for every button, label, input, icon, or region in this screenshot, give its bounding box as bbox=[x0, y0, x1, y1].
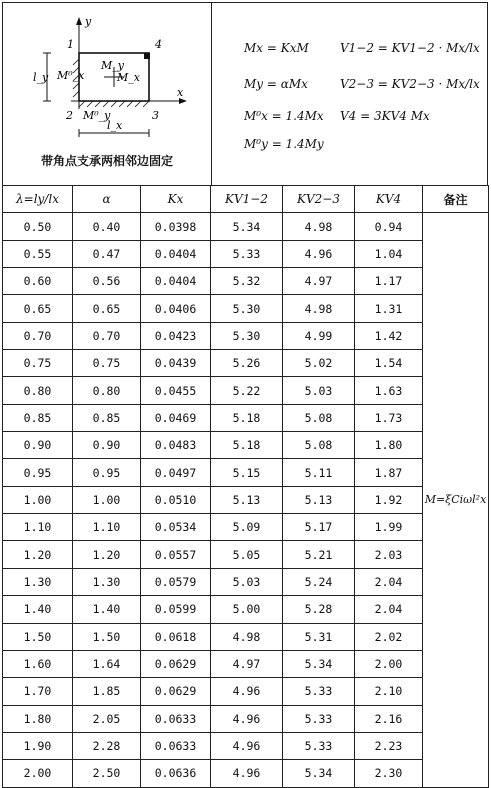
table-row bbox=[3, 650, 489, 677]
corner-label-1: 1 bbox=[67, 38, 74, 51]
table-cell: 5.28 bbox=[283, 596, 355, 623]
table-cell: 5.02 bbox=[283, 350, 355, 377]
table-cell: 1.64 bbox=[73, 650, 141, 677]
header-lambda: λ=ly/lx bbox=[3, 186, 73, 213]
table-cell: 0.50 bbox=[3, 213, 73, 240]
table-cell: 0.65 bbox=[3, 295, 73, 322]
corner-label-2: 2 bbox=[66, 109, 73, 122]
table-cell: 5.09 bbox=[211, 514, 283, 541]
header-kx: Kx bbox=[141, 186, 211, 213]
table-cell: 5.18 bbox=[211, 404, 283, 431]
table-cell: 4.96 bbox=[283, 240, 355, 267]
formula-v23: V2−3 = KV2−3 · Mx/lx bbox=[340, 77, 480, 91]
table-cell: 1.90 bbox=[3, 732, 73, 759]
table-cell: 0.95 bbox=[3, 459, 73, 486]
table-cell: 5.34 bbox=[283, 760, 355, 787]
table-cell: 2.02 bbox=[355, 623, 423, 650]
formula-mx: Mx = KxM bbox=[244, 41, 309, 55]
table-cell: 4.96 bbox=[211, 760, 283, 787]
table-cell: 4.97 bbox=[211, 650, 283, 677]
table-cell: 1.60 bbox=[3, 650, 73, 677]
table-cell: 1.42 bbox=[355, 322, 423, 349]
table-cell: 0.60 bbox=[3, 268, 73, 295]
table-cell: 0.0497 bbox=[141, 459, 211, 486]
header-remark: 备注 bbox=[423, 186, 489, 213]
table-cell: 1.92 bbox=[355, 486, 423, 513]
table-cell: 5.34 bbox=[283, 650, 355, 677]
table-cell: 0.0398 bbox=[141, 213, 211, 240]
table-cell: 1.30 bbox=[73, 568, 141, 595]
table-cell: 1.40 bbox=[3, 596, 73, 623]
header-kv4: KV4 bbox=[355, 186, 423, 213]
header-kv12: KV1−2 bbox=[211, 186, 283, 213]
table-cell: 5.15 bbox=[211, 459, 283, 486]
table-cell: 4.96 bbox=[211, 705, 283, 732]
table-row bbox=[3, 541, 489, 568]
table-cell: 5.30 bbox=[211, 322, 283, 349]
table-cell: 0.85 bbox=[3, 404, 73, 431]
table-cell: 5.13 bbox=[283, 486, 355, 513]
table-cell: 5.11 bbox=[283, 459, 355, 486]
table-body bbox=[3, 213, 489, 787]
table-cell: 5.08 bbox=[283, 404, 355, 431]
plate-diagram bbox=[3, 3, 212, 185]
table-cell: 5.03 bbox=[211, 568, 283, 595]
table-cell: 5.33 bbox=[283, 678, 355, 705]
formula-my: My = αMx bbox=[244, 77, 308, 91]
table-cell: 4.96 bbox=[211, 732, 283, 759]
table-header-row bbox=[3, 186, 489, 213]
table-row bbox=[3, 732, 489, 759]
table-cell: 1.00 bbox=[73, 486, 141, 513]
moment-my0-label: M⁰_y bbox=[83, 109, 111, 122]
table-cell: 1.10 bbox=[73, 514, 141, 541]
document-frame bbox=[2, 2, 488, 781]
table-cell: 2.04 bbox=[355, 568, 423, 595]
table-cell: 0.85 bbox=[73, 404, 141, 431]
table-cell: 0.0406 bbox=[141, 295, 211, 322]
table-cell: 5.21 bbox=[283, 541, 355, 568]
corner-label-4: 4 bbox=[155, 38, 162, 51]
table-row bbox=[3, 705, 489, 732]
table-cell: 1.40 bbox=[73, 596, 141, 623]
table-cell: 1.00 bbox=[3, 486, 73, 513]
table-cell: 0.0618 bbox=[141, 623, 211, 650]
table-row bbox=[3, 268, 489, 295]
table-cell: 1.20 bbox=[73, 541, 141, 568]
table-cell: 5.03 bbox=[283, 377, 355, 404]
table-row bbox=[3, 240, 489, 267]
coefficient-table bbox=[2, 185, 489, 788]
table-row bbox=[3, 623, 489, 650]
table-cell: 0.0510 bbox=[141, 486, 211, 513]
table-cell: 2.05 bbox=[73, 705, 141, 732]
table-cell: 1.99 bbox=[355, 514, 423, 541]
table-cell: 0.90 bbox=[73, 432, 141, 459]
table-cell: 2.00 bbox=[3, 760, 73, 787]
remark-cell: M=ξCiωl²x bbox=[423, 213, 489, 787]
table-cell: 2.10 bbox=[355, 678, 423, 705]
axis-y-label: y bbox=[85, 15, 92, 28]
moment-mx-label: M_x bbox=[117, 71, 140, 84]
table-cell: 5.32 bbox=[211, 268, 283, 295]
table-row bbox=[3, 514, 489, 541]
table-row bbox=[3, 322, 489, 349]
table-cell: 0.75 bbox=[73, 350, 141, 377]
table-row bbox=[3, 377, 489, 404]
table-cell: 0.56 bbox=[73, 268, 141, 295]
table-row bbox=[3, 459, 489, 486]
dimension-lx-label: l_x bbox=[107, 119, 123, 132]
formula-my0: M⁰y = 1.4My bbox=[244, 137, 324, 151]
table-row bbox=[3, 295, 489, 322]
table-cell: 0.0439 bbox=[141, 350, 211, 377]
table-cell: 4.98 bbox=[283, 295, 355, 322]
table-cell: 5.00 bbox=[211, 596, 283, 623]
table-cell: 0.0483 bbox=[141, 432, 211, 459]
table-cell: 2.00 bbox=[355, 650, 423, 677]
table-row bbox=[3, 596, 489, 623]
formula-mx0: M⁰x = 1.4Mx bbox=[244, 109, 324, 123]
table-cell: 0.95 bbox=[73, 459, 141, 486]
table-cell: 1.20 bbox=[3, 541, 73, 568]
table-cell: 2.04 bbox=[355, 596, 423, 623]
table-cell: 4.99 bbox=[283, 322, 355, 349]
table-cell: 1.30 bbox=[3, 568, 73, 595]
table-cell: 1.50 bbox=[3, 623, 73, 650]
table-cell: 0.0404 bbox=[141, 268, 211, 295]
table-cell: 2.28 bbox=[73, 732, 141, 759]
table-cell: 0.0579 bbox=[141, 568, 211, 595]
table-cell: 0.0534 bbox=[141, 514, 211, 541]
table-cell: 1.04 bbox=[355, 240, 423, 267]
table-cell: 2.23 bbox=[355, 732, 423, 759]
table-row bbox=[3, 568, 489, 595]
table-cell: 5.13 bbox=[211, 486, 283, 513]
table-cell: 1.10 bbox=[3, 514, 73, 541]
header-kv23: KV2−3 bbox=[283, 186, 355, 213]
table-cell: 0.70 bbox=[3, 322, 73, 349]
table-cell: 0.80 bbox=[3, 377, 73, 404]
table-cell: 4.98 bbox=[211, 623, 283, 650]
table-cell: 5.34 bbox=[211, 213, 283, 240]
table-cell: 0.0423 bbox=[141, 322, 211, 349]
table-cell: 2.16 bbox=[355, 705, 423, 732]
table-cell: 0.70 bbox=[73, 322, 141, 349]
table-cell: 0.0404 bbox=[141, 240, 211, 267]
table-cell: 0.90 bbox=[3, 432, 73, 459]
table-cell: 1.54 bbox=[355, 350, 423, 377]
table-cell: 1.85 bbox=[73, 678, 141, 705]
table-cell: 5.33 bbox=[283, 705, 355, 732]
table-cell: 1.80 bbox=[355, 432, 423, 459]
table-cell: 0.0636 bbox=[141, 760, 211, 787]
table-cell: 5.30 bbox=[211, 295, 283, 322]
table-row bbox=[3, 404, 489, 431]
header-panel bbox=[2, 2, 488, 185]
formula-v4: V4 = 3KV4 Mx bbox=[340, 109, 430, 123]
table-cell: 5.31 bbox=[283, 623, 355, 650]
table-row bbox=[3, 760, 489, 787]
table-cell: 1.70 bbox=[3, 678, 73, 705]
table-cell: 1.80 bbox=[3, 705, 73, 732]
table-cell: 0.0557 bbox=[141, 541, 211, 568]
table-cell: 0.40 bbox=[73, 213, 141, 240]
table-cell: 0.75 bbox=[3, 350, 73, 377]
header-alpha: α bbox=[73, 186, 141, 213]
table-cell: 5.22 bbox=[211, 377, 283, 404]
table-cell: 1.63 bbox=[355, 377, 423, 404]
table-cell: 0.0455 bbox=[141, 377, 211, 404]
table-cell: 1.50 bbox=[73, 623, 141, 650]
dimension-ly-label: l_y bbox=[33, 71, 49, 84]
formula-panel bbox=[212, 3, 487, 185]
table-cell: 0.47 bbox=[73, 240, 141, 267]
table-cell: 1.87 bbox=[355, 459, 423, 486]
table-cell: 1.17 bbox=[355, 268, 423, 295]
table-cell: 5.18 bbox=[211, 432, 283, 459]
table-cell: 5.33 bbox=[283, 732, 355, 759]
table-row bbox=[3, 213, 489, 240]
moment-mx0-label: M⁰_x bbox=[57, 69, 85, 82]
table-row bbox=[3, 432, 489, 459]
table-cell: 5.08 bbox=[283, 432, 355, 459]
table-cell: 1.31 bbox=[355, 295, 423, 322]
formula-v12: V1−2 = KV1−2 · Mx/lx bbox=[340, 41, 480, 55]
table-cell: 5.17 bbox=[283, 514, 355, 541]
table-cell: 0.0469 bbox=[141, 404, 211, 431]
corner-support bbox=[144, 53, 150, 59]
table-row bbox=[3, 678, 489, 705]
table-cell: 5.24 bbox=[283, 568, 355, 595]
moment-my-label: M_y bbox=[101, 59, 124, 72]
table-cell: 0.0629 bbox=[141, 678, 211, 705]
table-cell: 5.26 bbox=[211, 350, 283, 377]
table-cell: 4.98 bbox=[283, 213, 355, 240]
diagram-caption: 带角点支承两相邻边固定 bbox=[40, 154, 173, 168]
axis-x-label: x bbox=[177, 86, 184, 99]
table-cell: 0.0599 bbox=[141, 596, 211, 623]
table-cell: 0.0633 bbox=[141, 705, 211, 732]
table-cell: 4.96 bbox=[211, 678, 283, 705]
table-cell: 5.33 bbox=[211, 240, 283, 267]
table-row bbox=[3, 350, 489, 377]
table-cell: 2.50 bbox=[73, 760, 141, 787]
table-cell: 0.0633 bbox=[141, 732, 211, 759]
table-cell: 2.03 bbox=[355, 541, 423, 568]
table-cell: 2.30 bbox=[355, 760, 423, 787]
table-cell: 5.05 bbox=[211, 541, 283, 568]
table-row bbox=[3, 486, 489, 513]
table-cell: 0.0629 bbox=[141, 650, 211, 677]
table-cell: 0.65 bbox=[73, 295, 141, 322]
table-cell: 0.55 bbox=[3, 240, 73, 267]
table-cell: 0.80 bbox=[73, 377, 141, 404]
table-cell: 4.97 bbox=[283, 268, 355, 295]
corner-label-3: 3 bbox=[152, 109, 159, 122]
table-cell: 0.94 bbox=[355, 213, 423, 240]
table-cell: 1.73 bbox=[355, 404, 423, 431]
